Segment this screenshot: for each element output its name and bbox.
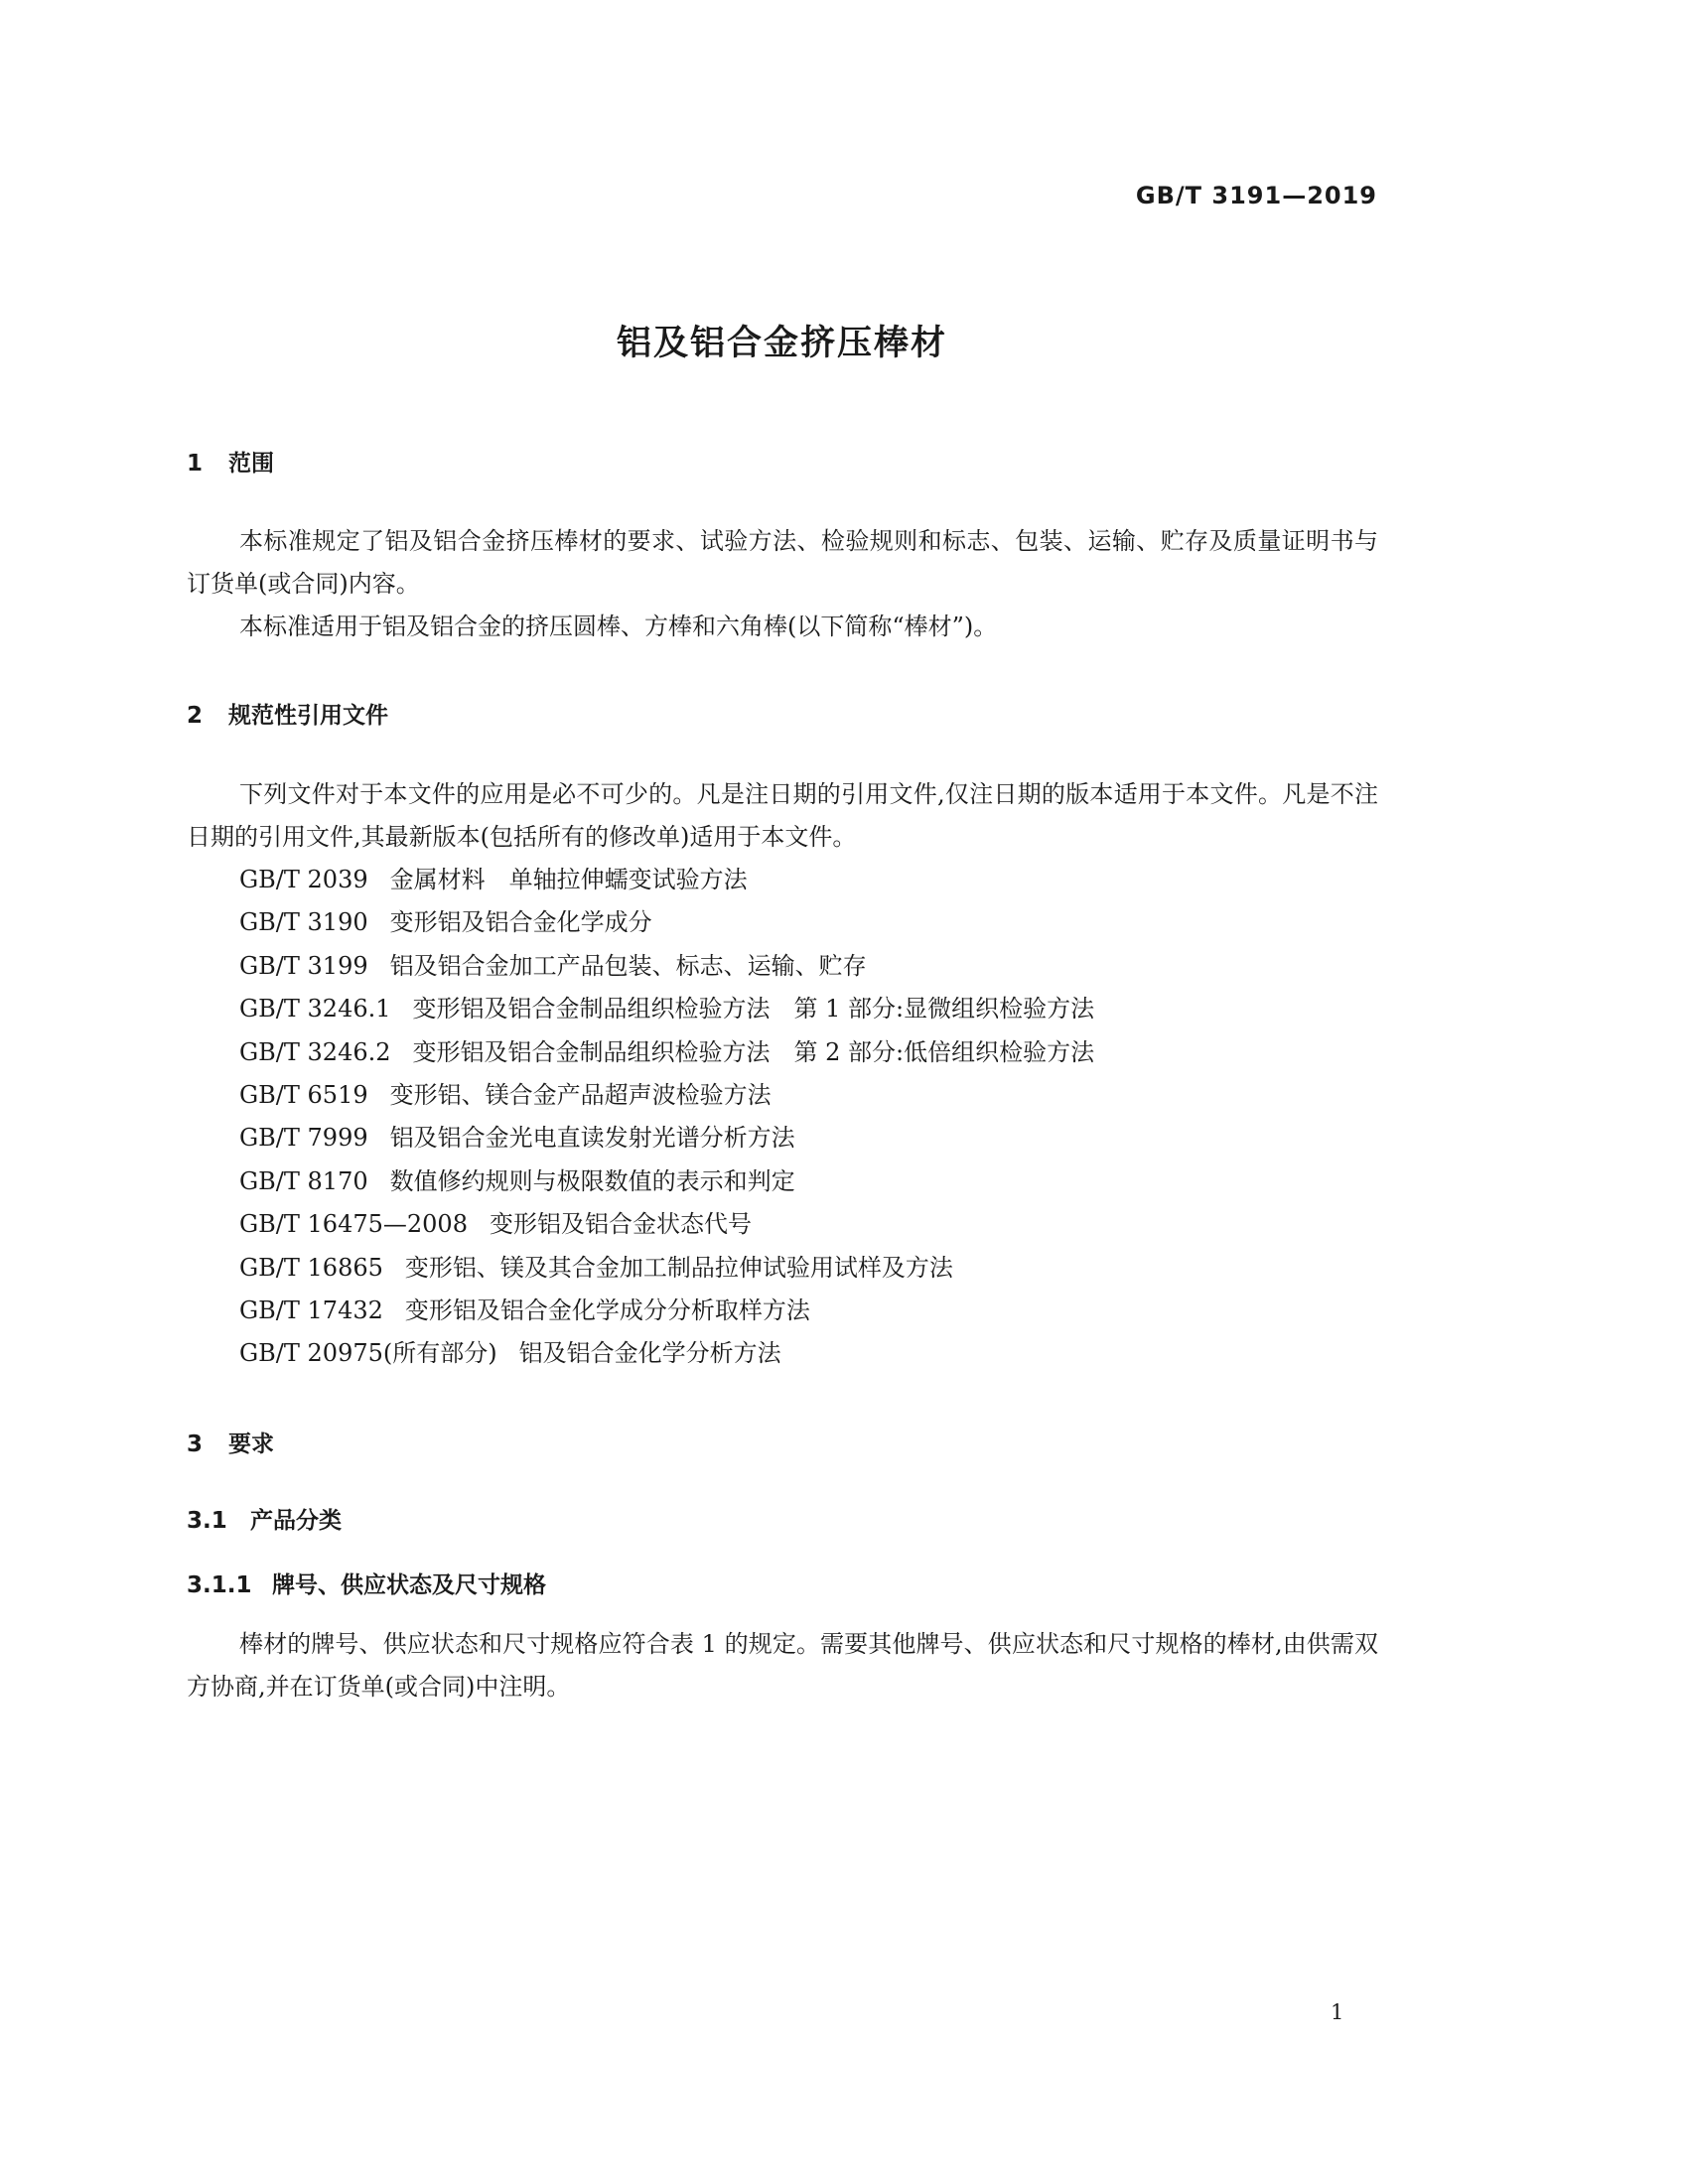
reference-item <box>239 988 1094 1030</box>
reference-code: GB/T 2039 <box>239 866 368 893</box>
scope-paragraph-2: 本标准适用于铝及铝合金的挤压圆棒、方棒和六角棒(以下简称“棒材”)。 <box>239 613 998 640</box>
reference-item <box>239 1290 1094 1332</box>
reference-item <box>239 1160 1094 1203</box>
scope-paragraph-1: 本标准规定了铝及铝合金挤压棒材的要求、试验方法、检验规则和标志、包装、运输、贮存及质量证明书与订货单(或合同)内容。 <box>187 527 1378 598</box>
reference-title: 变形铝及铝合金状态代号 <box>489 1210 752 1239</box>
reference-item <box>239 901 1094 944</box>
reference-code: GB/T 20975(所有部分) <box>239 1339 497 1368</box>
section-title: 范围 <box>228 451 274 477</box>
reference-code: GB/T 7999 <box>239 1124 368 1153</box>
reference-item <box>239 1247 1094 1290</box>
reference-list <box>239 859 1094 1376</box>
reference-item <box>239 1117 1094 1160</box>
section-number: 2 <box>187 703 204 729</box>
section-number: 1 <box>187 451 204 477</box>
product-spec-paragraph: 棒材的牌号、供应状态和尺寸规格应符合表 1 的规定。需要其他牌号、供应状态和尺寸规格的棒材,由供需双方协商,并在订货单(或合同)中注明。 <box>187 1630 1378 1701</box>
section-title: 产品分类 <box>250 1508 342 1534</box>
section-title: 规范性引用文件 <box>228 703 388 729</box>
page-number: 1 <box>1331 2000 1344 2024</box>
reference-title: 变形铝及铝合金化学成分分析取样方法 <box>404 1296 810 1324</box>
reference-code: GB/T 16475—2008 <box>239 1210 468 1239</box>
standard-code: GB/T 3191—2019 <box>1135 182 1377 209</box>
reference-title: 铝及铝合金化学分析方法 <box>518 1339 781 1368</box>
reference-code: GB/T 3246.1 <box>239 995 391 1024</box>
reference-code: GB/T 16865 <box>239 1253 383 1282</box>
section-number: 3.1 <box>187 1508 227 1534</box>
reference-item <box>239 1332 1094 1375</box>
reference-code: GB/T 3246.2 <box>239 1037 391 1066</box>
section-title: 要求 <box>228 1432 274 1457</box>
section-1-heading <box>187 445 274 478</box>
section-2-heading <box>187 697 388 730</box>
reference-code: GB/T 3190 <box>239 908 368 937</box>
section-title: 牌号、供应状态及尺寸规格 <box>272 1572 546 1598</box>
reference-title: 数值修约规则与极限数值的表示和判定 <box>389 1166 795 1195</box>
reference-title: 变形铝及铝合金制品组织检验方法 第 1 部分:显微组织检验方法 <box>412 995 1095 1024</box>
reference-title: 变形铝、镁合金产品超声波检验方法 <box>389 1080 772 1109</box>
reference-item <box>239 1074 1094 1117</box>
references-intro: 下列文件对于本文件的应用是必不可少的。凡是注日期的引用文件,仅注日期的版本适用于本文件。凡是不注日期的引用文件,其最新版本(包括所有的修改单)适用于本文件。 <box>187 780 1378 851</box>
section-number: 3.1.1 <box>187 1572 252 1598</box>
reference-item <box>239 1031 1094 1074</box>
reference-title: 变形铝及铝合金化学成分 <box>389 908 652 937</box>
reference-code: GB/T 3199 <box>239 951 368 980</box>
document-title: 铝及铝合金挤压棒材 <box>616 324 947 363</box>
reference-code: GB/T 17432 <box>239 1296 383 1324</box>
reference-item <box>239 1203 1094 1246</box>
section-3-heading <box>187 1426 274 1458</box>
reference-item <box>239 859 1094 901</box>
reference-title: 变形铝、镁及其合金加工制品拉伸试验用试样及方法 <box>404 1253 953 1282</box>
reference-item <box>239 945 1094 988</box>
reference-code: GB/T 6519 <box>239 1080 368 1109</box>
section-number: 3 <box>187 1432 204 1457</box>
reference-title: 铝及铝合金光电直读发射光谱分析方法 <box>389 1124 795 1153</box>
reference-title: 变形铝及铝合金制品组织检验方法 第 2 部分:低倍组织检验方法 <box>412 1037 1095 1066</box>
section-3-1-1-heading <box>187 1567 546 1599</box>
reference-code: GB/T 8170 <box>239 1166 368 1195</box>
reference-title: 金属材料 单轴拉伸蠕变试验方法 <box>389 866 748 893</box>
reference-title: 铝及铝合金加工产品包装、标志、运输、贮存 <box>389 951 867 980</box>
section-3-1-heading <box>187 1502 342 1535</box>
